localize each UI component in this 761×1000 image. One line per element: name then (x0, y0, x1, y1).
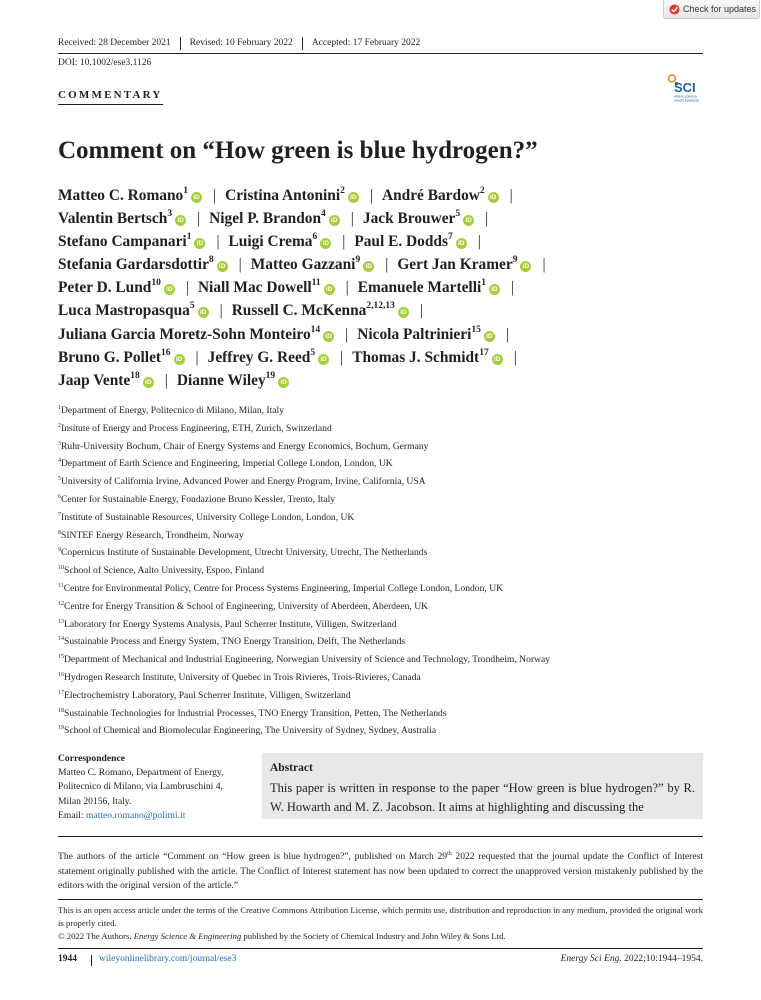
check-for-updates-button[interactable] (663, 0, 760, 19)
author (208, 349, 329, 366)
author (58, 372, 154, 389)
author (358, 279, 500, 296)
author-line (58, 230, 708, 253)
orcid-icon[interactable]: iD (143, 377, 154, 388)
author-line (58, 346, 708, 369)
footer-rule (58, 948, 703, 949)
author-affiliation-number: 2,12,13 (366, 301, 395, 312)
orcid-icon[interactable]: iD (191, 192, 202, 203)
author-affiliation-number: 5 (310, 347, 316, 358)
affiliation-text: School of Chemical and Biomolecular Engineering, The University of Sydney, Sydney, Australia (64, 725, 437, 737)
author-separator: | (477, 233, 481, 251)
affiliation-text: Department of Energy, Politecnico di Milano, Milan, Italy (61, 405, 285, 416)
affiliation (58, 562, 550, 580)
affiliation-text: Hydrogen Research Institute, University of Quebec in Trois Rivieres, Trois-Rivieres, Canada (64, 671, 421, 683)
affiliation-number: 16 (58, 671, 64, 678)
orcid-icon[interactable]: iD (164, 284, 175, 295)
author-name: Peter D. Lund (58, 279, 152, 297)
affiliation-text: School of Science, Aalto University, Espoo, Finland (64, 565, 265, 577)
affiliation-number: 8 (58, 529, 61, 536)
author-name: Matteo Gazzani (250, 256, 356, 274)
section-type: COMMENTARY (58, 89, 163, 105)
email-label: Email: (58, 809, 84, 821)
citation (561, 954, 703, 964)
author-separator: | (419, 302, 423, 320)
author-name: Nigel P. Brandon (209, 210, 322, 228)
sci-logo-icon (665, 73, 705, 105)
affiliation-text: Department of Mechanical and Industrial Engineering, Norwegian University of Science and Technology, Trondheim, Norway (64, 654, 551, 666)
affiliation-number: 15 (58, 654, 64, 661)
author-affiliation-number: 2 (479, 186, 485, 196)
license-rule (58, 899, 703, 900)
author-affiliation-number: 5 (189, 301, 195, 312)
copyright-line (58, 930, 703, 943)
author-affiliation-number: 19 (265, 370, 276, 381)
author-affiliation-number: 2 (340, 186, 345, 196)
check-updates-label: Check for updates (683, 4, 757, 14)
affiliation-number: 17 (58, 689, 64, 696)
orcid-icon[interactable]: iD (175, 215, 186, 226)
author-affiliation-number: 5 (455, 209, 461, 220)
author-separator: | (345, 325, 349, 343)
affiliation-number: 4 (58, 458, 61, 465)
author-name: Paul E. Dodds (354, 233, 448, 251)
author-separator: | (342, 233, 346, 251)
affiliation-text: Centre for Energy Transition & School of Engineering, University of Aberdeen, Aberdeen, UK (64, 600, 429, 612)
author-affiliation-number: 15 (471, 324, 481, 335)
affiliation-number: 7 (58, 511, 61, 518)
author-affiliation-number: 11 (311, 278, 321, 289)
author-separator: | (216, 233, 220, 251)
abstract-heading: Abstract (270, 762, 313, 774)
orcid-icon[interactable]: iD (278, 377, 289, 388)
author-separator: | (219, 302, 223, 320)
author (229, 233, 332, 250)
received-date: Received: 28 December 2021 (58, 38, 171, 48)
orcid-icon[interactable]: iD (484, 331, 495, 342)
author (58, 187, 202, 204)
author-line (58, 253, 708, 276)
author (58, 349, 185, 366)
affiliation (58, 669, 550, 687)
doi: DOI: 10.1002/ese3.1126 (58, 58, 152, 68)
author (352, 349, 503, 366)
author-name: Matteo C. Romano (58, 187, 184, 204)
journal-name: Energy Science & Engineering (133, 930, 242, 941)
author-separator: | (369, 187, 373, 204)
author-name: Luigi Crema (228, 233, 313, 251)
author-name: Stefano Campanari (58, 233, 187, 251)
affiliation-number: 6 (58, 493, 61, 500)
affiliation-text: Centre for Environmental Policy, Centre for Process Systems Engineering, Imperial College London, London, UK (63, 582, 504, 594)
affiliation (58, 705, 550, 723)
affiliation-number: 5 (58, 476, 61, 483)
author-line (58, 369, 708, 392)
affiliation-text: Insitute of Energy and Process Engineering, ETH, Zurich, Switzerland (61, 422, 332, 434)
affiliation-number: 19 (58, 725, 64, 732)
affiliation-text: Electrochemistry Laboratory, Paul Scherrer Institute, Villigen, Switzerland (64, 689, 351, 701)
affiliation (58, 527, 550, 545)
author-affiliation-number: 17 (479, 347, 489, 358)
affiliation-number: 13 (58, 618, 64, 625)
author-separator: | (485, 210, 489, 228)
journal-abbr: Energy Sci Eng. (560, 954, 622, 964)
author-separator: | (238, 256, 242, 274)
author-separator: | (345, 279, 349, 297)
correspondence-line: Politecnico di Milano, via Lambruschini 4, (58, 781, 223, 793)
author-name: Russell C. McKenna (231, 302, 367, 320)
copyright-prefix: © 2022 The Authors. (58, 930, 134, 941)
author-name: Jeffrey G. Reed (207, 348, 311, 366)
orcid-icon[interactable]: iD (194, 238, 205, 249)
sci-logo-text: SCI (674, 80, 696, 95)
copyright-suffix: published by the Society of Chemical Industry and John Wiley & Sons Ltd. (241, 930, 506, 941)
svg-text:where science: where science (674, 94, 697, 99)
author-affiliation-number: 7 (447, 232, 453, 243)
affiliation (58, 616, 550, 634)
author (397, 256, 531, 273)
article-title: Comment on “How green is blue hydrogen?” (58, 137, 538, 164)
author (354, 233, 466, 250)
affiliation-number: 11 (58, 582, 64, 589)
notice-rule (58, 836, 703, 837)
author-line (58, 276, 708, 299)
crossmark-icon (669, 4, 680, 15)
author (232, 302, 409, 319)
author (58, 233, 205, 250)
affiliation-text: Copernicus Institute of Sustainable Development, Utrecht University, Utrecht, The Netherlands (61, 547, 428, 559)
author (177, 372, 289, 389)
orcid-icon[interactable]: iD (318, 354, 329, 365)
author-list (58, 184, 708, 392)
author-separator: | (511, 279, 515, 297)
affiliation-text: Sustainable Technologies for Industrial Processes, TNO Energy Transition, Petten, The Netherlands (64, 707, 447, 719)
accepted-date: Accepted: 17 February 2022 (302, 37, 429, 50)
affiliation-number: 2 (58, 422, 61, 429)
affiliation-number: 3 (58, 440, 61, 447)
orcid-icon[interactable]: iD (198, 307, 209, 318)
author-name: Valentin Bertsch (58, 210, 168, 228)
orcid-icon[interactable]: iD (320, 238, 331, 249)
author-affiliation-number: 1 (183, 186, 188, 196)
author (58, 256, 228, 273)
affiliation-text: Institute of Sustainable Resources, University College London, London, UK (61, 511, 355, 523)
affiliation (58, 473, 550, 491)
correspondence-heading: Correspondence (58, 753, 125, 764)
author-affiliation-number: 14 (310, 324, 321, 335)
abstract-text: This paper is written in response to the paper “How green is blue hydrogen?” by R. W. Howarth and M. Z. Jacobson. It aims at highlighting and discussing the (270, 781, 695, 814)
correspondence (58, 752, 253, 823)
notice-text: The authors of the article “Comment on “How green is blue hydrogen?”, published on March 29 (58, 851, 448, 862)
affiliation-list (58, 402, 550, 740)
author-name: Gert Jan Kramer (397, 256, 513, 274)
affiliation (58, 544, 550, 562)
citation-text: 2022;10:1944–1954. (621, 954, 703, 964)
affiliation-number: 14 (58, 636, 64, 643)
author-name: Jaap Vente (58, 371, 131, 389)
author-name: André Bardow (381, 187, 480, 204)
author-separator: | (340, 348, 344, 366)
sci-logo (665, 73, 705, 105)
author-name: Bruno G. Pollet (58, 348, 162, 366)
article-dates (58, 37, 429, 50)
author-name: Jack Brouwer (362, 210, 456, 228)
author-name: Thomas J. Schmidt (352, 348, 480, 366)
revised-date: Revised: 10 February 2022 (180, 37, 302, 50)
affiliation-text: SINTEF Energy Research, Trondheim, Norway (61, 529, 244, 541)
affiliation-text: Sustainable Process and Energy System, TNO Energy Transition, Delft, The Netherlands (64, 636, 406, 648)
author-line (58, 299, 708, 322)
author-separator: | (385, 256, 389, 274)
affiliation-number: 1 (58, 405, 61, 411)
license-text: This is an open access article under the terms of the Creative Commons Attribution License, which permits use, distribution and reproduction in any medium, provided the original work is properly cited. (58, 905, 703, 928)
author-name: Luca Mastropasqua (58, 302, 190, 320)
author (58, 210, 186, 227)
affiliation-number: 12 (58, 600, 64, 607)
orcid-icon[interactable]: iD (463, 215, 474, 226)
author-separator: | (185, 279, 189, 297)
correspondence-line: Matteo C. Romano, Department of Energy, (58, 767, 224, 779)
author-name: Cristina Antonini (225, 187, 341, 204)
affiliation (58, 633, 550, 651)
affiliation (58, 402, 550, 420)
author-affiliation-number: 9 (512, 255, 518, 266)
affiliation-text: Ruhr-University Bochum, Chair of Energy Systems and Energy Economics, Bochum, Germany (61, 440, 429, 452)
affiliation (58, 438, 550, 456)
author-separator: | (513, 348, 517, 366)
affiliation-text: Laboratory for Energy Systems Analysis, Paul Scherrer Institute, Villigen, Switzerland (64, 618, 397, 630)
author-line (58, 207, 708, 230)
author (363, 210, 474, 227)
notice-sup: th (447, 851, 452, 857)
author-affiliation-number: 1 (481, 278, 486, 289)
header-rule (58, 53, 703, 54)
journal-url-link[interactable]: wileyonlinelibrary.com/journal/ese3 (99, 954, 237, 964)
orcid-icon[interactable]: iD (456, 238, 467, 249)
affiliation (58, 598, 550, 616)
correspondence-line: Milan 20156, Italy. (58, 795, 132, 807)
page-number: 1944 (58, 954, 77, 964)
author-separator: | (197, 210, 201, 228)
affiliation (58, 420, 550, 438)
author-affiliation-number: 6 (312, 232, 318, 243)
affiliation-text: Center for Sustainable Energy, Fondazione Bruno Kessler, Trento, Italy (61, 493, 336, 505)
footer-divider (91, 955, 92, 966)
author (58, 279, 175, 296)
author-affiliation-number: 1 (186, 232, 192, 243)
author-separator: | (164, 371, 168, 389)
author-name: Dianne Wiley (176, 371, 266, 389)
affiliation (58, 580, 550, 598)
author (58, 302, 209, 319)
orcid-icon[interactable]: iD (489, 284, 500, 295)
author (251, 256, 374, 273)
author (198, 279, 335, 296)
license-block (58, 904, 703, 942)
orcid-icon[interactable]: iD (520, 261, 531, 272)
orcid-icon[interactable]: iD (492, 354, 503, 365)
page-footer (58, 954, 703, 968)
orcid-icon[interactable]: iD (348, 192, 359, 203)
author (382, 187, 499, 204)
orcid-icon[interactable]: iD (488, 192, 499, 203)
author (357, 326, 495, 343)
author-name: Juliana Garcia Moretz-Sohn Monteiro (58, 325, 311, 343)
author-separator: | (542, 256, 546, 274)
author-separator: | (505, 325, 509, 343)
author-name: Emanuele Martelli (357, 279, 482, 297)
author-separator: | (195, 348, 199, 366)
author-affiliation-number: 10 (151, 278, 161, 289)
svg-text:meets business: meets business (674, 98, 699, 103)
author (225, 187, 359, 204)
orcid-icon[interactable]: iD (217, 261, 228, 272)
affiliation (58, 455, 550, 473)
author-affiliation-number: 9 (355, 255, 361, 266)
affiliation-text: Department of Earth Science and Engineering, Imperial College London, London, UK (61, 458, 393, 470)
notice-text: 2022 requested that the journal update the Conflict of Interest statement originally published with the article. The Conflict of Interest statement has now been updated to correct the unapproved version mistakenly published by the editors with the original version of the article.” (58, 851, 703, 891)
affiliation (58, 509, 550, 527)
orcid-icon[interactable]: iD (323, 331, 334, 342)
affiliation (58, 651, 550, 669)
author-affiliation-number: 18 (130, 370, 140, 381)
affiliation-number: 9 (58, 547, 61, 554)
affiliation (58, 687, 550, 705)
correspondence-email-row (58, 809, 253, 823)
author-name: Niall Mac Dowell (197, 279, 312, 297)
author-separator: | (509, 187, 513, 204)
author-affiliation-number: 4 (321, 209, 326, 220)
author-affiliation-number: 8 (208, 255, 214, 266)
affiliation-number: 18 (58, 707, 64, 714)
orcid-icon[interactable]: iD (174, 354, 185, 365)
author-affiliation-number: 3 (167, 209, 173, 220)
orcid-icon[interactable]: iD (329, 215, 340, 226)
orcid-icon[interactable]: iD (363, 261, 374, 272)
coi-notice (58, 850, 703, 894)
author-line (58, 323, 708, 346)
author (209, 210, 340, 227)
abstract-box (262, 753, 703, 819)
author-affiliation-number: 16 (161, 347, 171, 358)
author-name: Stefania Gardarsdottir (58, 256, 209, 274)
author-name: Nicola Paltrinieri (357, 325, 472, 343)
affiliation-text: University of California Irvine, Advanced Power and Energy Program, Irvine, California, USA (61, 476, 426, 488)
orcid-icon[interactable]: iD (324, 284, 335, 295)
affiliation (58, 491, 550, 509)
affiliation (58, 722, 550, 740)
author-separator: | (350, 210, 354, 228)
affiliation-number: 10 (58, 565, 64, 572)
author-separator: | (213, 187, 217, 204)
author-line (58, 184, 708, 207)
email-link[interactable]: matteo.romano@polimi.it (85, 809, 186, 821)
author (58, 326, 334, 343)
orcid-icon[interactable]: iD (398, 307, 409, 318)
